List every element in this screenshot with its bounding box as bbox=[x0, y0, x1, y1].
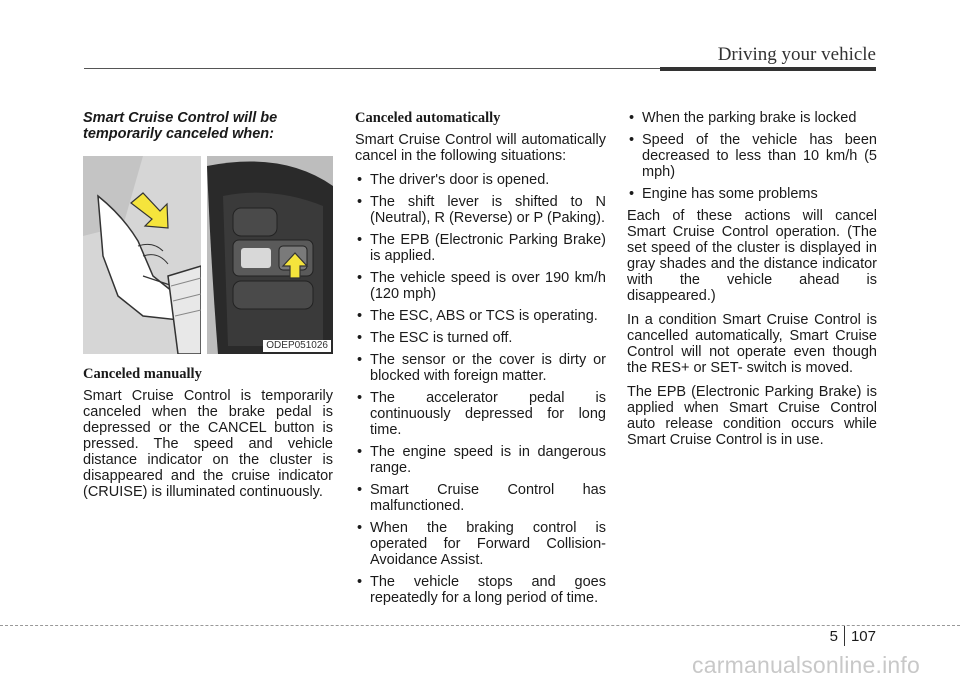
page-number bbox=[830, 626, 876, 646]
list-item: • The ESC, ABS or TCS is operating. bbox=[355, 308, 606, 324]
illustration-figure bbox=[83, 156, 333, 354]
list-item: • The engine speed is in dangerous range. bbox=[355, 444, 606, 476]
list-item: • Engine has some problems bbox=[627, 186, 877, 202]
list-item: • The ESC is turned off. bbox=[355, 330, 606, 346]
list-item: • The vehicle stops and goes repeatedly for a long period of time. bbox=[355, 574, 606, 606]
list-item: • When the parking brake is locked bbox=[627, 110, 877, 126]
auto-cancel-list bbox=[355, 172, 606, 606]
list-item: • The shift lever is shifted to N (Neutral), R (Reverse) or P (Paking). bbox=[355, 194, 606, 226]
paragraph-epb: The EPB (Electronic Parking Brake) is applied when Smart Cruise Control auto release condition occurs while Smart Cruise Control is in use. bbox=[627, 384, 877, 448]
column-right bbox=[627, 110, 877, 456]
page-number-separator bbox=[844, 626, 845, 646]
page-number-value: 107 bbox=[850, 627, 876, 645]
list-item: • The sensor or the cover is dirty or blocked with foreign matter. bbox=[355, 352, 606, 384]
column-left bbox=[83, 110, 333, 508]
list-item: • The vehicle speed is over 190 km/h (120 mph) bbox=[355, 270, 606, 302]
section-heading: Smart Cruise Control will be temporarily canceled when: bbox=[83, 110, 278, 142]
list-item: • The accelerator pedal is continuously depressed for long time. bbox=[355, 390, 606, 438]
column-middle bbox=[355, 110, 606, 612]
auto-cancel-list-continued bbox=[627, 110, 877, 202]
manual-paragraph: Smart Cruise Control is temporarily canceled when the brake pedal is depressed or the CANCEL button is pressed. The speed and vehicle distance indicator on the cluster is disappeared and the cruise indicator (CRUISE) is illuminated continuously. bbox=[83, 388, 333, 500]
auto-intro: Smart Cruise Control will automatically cancel in the following situations: bbox=[355, 132, 606, 164]
footer-rule bbox=[0, 625, 960, 626]
paragraph-auto-cancel: In a condition Smart Cruise Control is cancelled automatically, Smart Cruise Control will not operate even though the RES+ or SET- switch is moved. bbox=[627, 312, 877, 376]
paragraph-cancel-effect: Each of these actions will cancel Smart Cruise Control operation. (The set speed of the cluster is displayed in gray shades and the distance indicator with the vehicle ahead is disappeared.) bbox=[627, 208, 877, 304]
list-item: • The EPB (Electronic Parking Brake) is applied. bbox=[355, 232, 606, 264]
chapter-number: 5 bbox=[829, 627, 838, 645]
brake-cancel-illustration bbox=[83, 156, 333, 354]
auto-heading: Canceled automatically bbox=[355, 110, 501, 126]
lower-switch-button bbox=[233, 281, 313, 309]
list-item: • Speed of the vehicle has been decreased to less than 10 km/h (5 mph) bbox=[627, 132, 877, 180]
switch-label bbox=[241, 248, 271, 268]
manual-heading: Canceled manually bbox=[83, 366, 202, 382]
header-rule-accent bbox=[660, 67, 876, 71]
header-title: Driving your vehicle bbox=[717, 44, 876, 65]
watermark: carmanualsonline.info bbox=[692, 652, 920, 678]
list-item: • Smart Cruise Control has malfunctioned. bbox=[355, 482, 606, 514]
figure-code: ODEP051026 bbox=[263, 340, 331, 352]
list-item: • When the braking control is operated for Forward Collision-Avoidance Assist. bbox=[355, 520, 606, 568]
upper-switch-button bbox=[233, 208, 277, 236]
list-item: • The driver's door is opened. bbox=[355, 172, 606, 188]
